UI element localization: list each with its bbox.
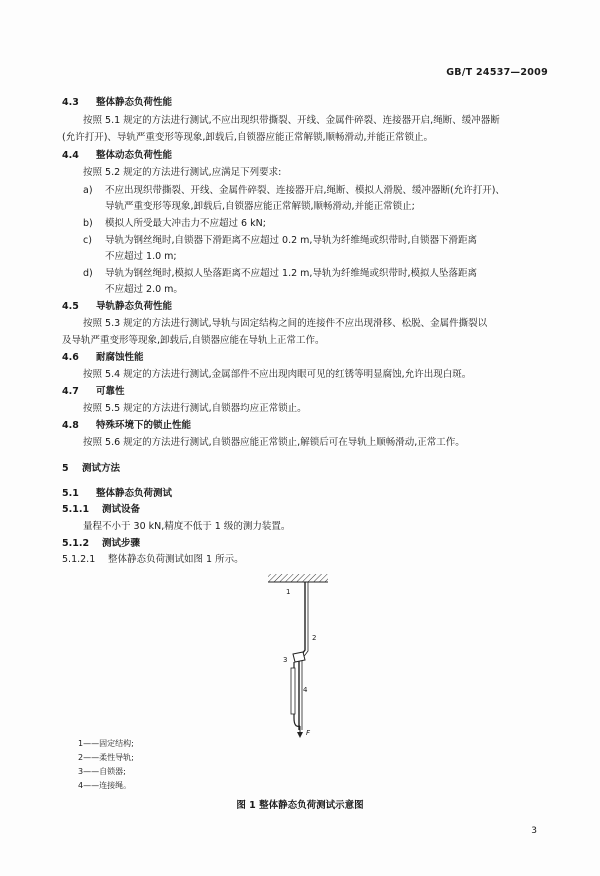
section-title: 测试方法 [82,463,121,474]
section-5-1-1-heading [62,503,140,516]
section-4-6-heading [62,351,144,364]
section-number: 4.7 [62,386,79,397]
section-number: 5.1.2.1 [62,554,96,565]
section-4-8-heading [62,419,191,432]
list-item-c [83,234,477,247]
section-4-3-heading [62,96,172,109]
standard-number: GB/T 24537—2009 [446,67,548,78]
list-marker: b) [83,218,93,229]
paragraph-line: 及导轨严重变形等现象,卸载后,自锁器应能在导轨上正常工作。 [62,335,325,346]
section-number: 4.4 [62,150,79,161]
list-marker: c) [83,235,92,246]
section-4-7-heading [62,385,125,398]
list-marker: a) [83,185,93,196]
figure-label-1: 1 [286,588,291,596]
section-5-heading [62,462,120,475]
figure-label-3: 3 [283,656,288,664]
section-5-1-2-heading [62,537,140,550]
section-title: 测试设备 [102,504,141,515]
paragraph-line: 按照 5.5 规定的方法进行测试,自锁器均应正常锁止。 [83,403,307,414]
figure-label-2: 2 [312,634,317,642]
section-title: 测试步骤 [102,538,141,549]
connecting-rope-body [291,668,295,714]
section-4-4-heading [62,149,172,162]
list-text: 模拟人所受最大冲击力不应超过 6 kN; [105,218,266,229]
list-text: 导轨为钢丝绳时,模拟人坠落距离不应超过 1.2 m,导轨为纤维绳或织带时,模拟人坠落距离 [105,268,477,279]
section-title: 整体动态负荷性能 [96,150,173,161]
list-text: 不应出现织带撕裂、开线、金属件碎裂、连接器开启,绳断、模拟人滑脱、缓冲器断(允许打开)、 [105,185,505,196]
section-number: 5.1.2 [62,538,90,549]
force-arrow [297,732,303,738]
list-text-continued: 不应超过 2.0 m。 [105,284,183,295]
section-title: 导轨静态负荷性能 [96,301,173,312]
legend-item-1: 1——固定结构; [78,739,134,748]
page-number: 3 [531,826,537,836]
section-5-1-heading [62,487,172,500]
paragraph-line: 按照 5.4 规定的方法进行测试,金属部件不应出现肉眼可见的红锈等明显腐蚀,允许出现白斑。 [83,369,472,380]
paragraph-line: (允许打开)、导轨严重变形等现象,卸载后,自锁器应能正常解锁,顺畅滑动,并能正常锁止。 [62,132,433,143]
paragraph-line: 量程不小于 30 kN,精度不低于 1 级的测力装置。 [83,521,291,532]
legend-item-2: 2——柔性导轨; [78,753,134,762]
list-marker: d) [83,268,93,279]
figure-caption: 图 1 整体静态负荷测试示意图 [236,800,364,811]
section-title: 特殊环境下的锁止性能 [96,420,192,431]
rope-grab [293,652,305,662]
section-number: 4.8 [62,420,79,431]
list-text-continued: 导轨严重变形等现象,卸载后,自锁器应能正常解锁,顺畅滑动,并能正常锁止; [105,201,415,212]
section-title: 整体静态负荷性能 [96,97,173,108]
section-4-5-heading [62,300,172,313]
section-number: 5.1.1 [62,504,90,515]
section-number: 5 [62,463,69,474]
section-number: 4.5 [62,301,79,312]
section-title: 整体静态负荷测试 [96,488,173,499]
legend-item-4: 4——连接绳。 [78,781,132,790]
section-number: 4.6 [62,352,79,363]
section-number: 5.1 [62,488,79,499]
fixed-structure [268,574,328,582]
paragraph-line: 按照 5.1 规定的方法进行测试,不应出现织带撕裂、开线、金属件碎裂、连接器开启,绳断、缓冲器断 [83,115,500,126]
section-title: 可靠性 [96,386,125,397]
paragraph-line: 按照 5.2 规定的方法进行测试,应满足下列要求: [83,167,282,178]
legend-item-3: 3——自锁器; [78,767,126,776]
paragraph-line: 按照 5.6 规定的方法进行测试,自锁器应能正常锁止,解锁后可在导轨上顺畅滑动,正常工作。 [83,437,465,448]
list-item-b [83,217,266,230]
figure-1-diagram [265,568,345,738]
section-title: 耐腐蚀性能 [96,352,144,363]
list-text-continued: 不应超过 1.0 m; [105,251,177,262]
list-item-d [83,267,477,280]
figure-label-force: F [306,729,311,737]
section-5-1-2-1 [62,553,244,566]
paragraph-line: 按照 5.3 规定的方法进行测试,导轨与固定结构之间的连接件不应出现滑移、松脱、金属件撕裂以 [83,318,488,329]
section-number: 4.3 [62,97,79,108]
list-item-a [83,184,505,197]
list-text: 导轨为钢丝绳时,自锁器下滑距离不应超过 0.2 m,导轨为纤维绳或织带时,自锁器下滑距离 [105,235,477,246]
paragraph-text: 整体静态负荷测试如图 1 所示。 [108,554,244,565]
figure-label-4: 4 [303,686,308,694]
